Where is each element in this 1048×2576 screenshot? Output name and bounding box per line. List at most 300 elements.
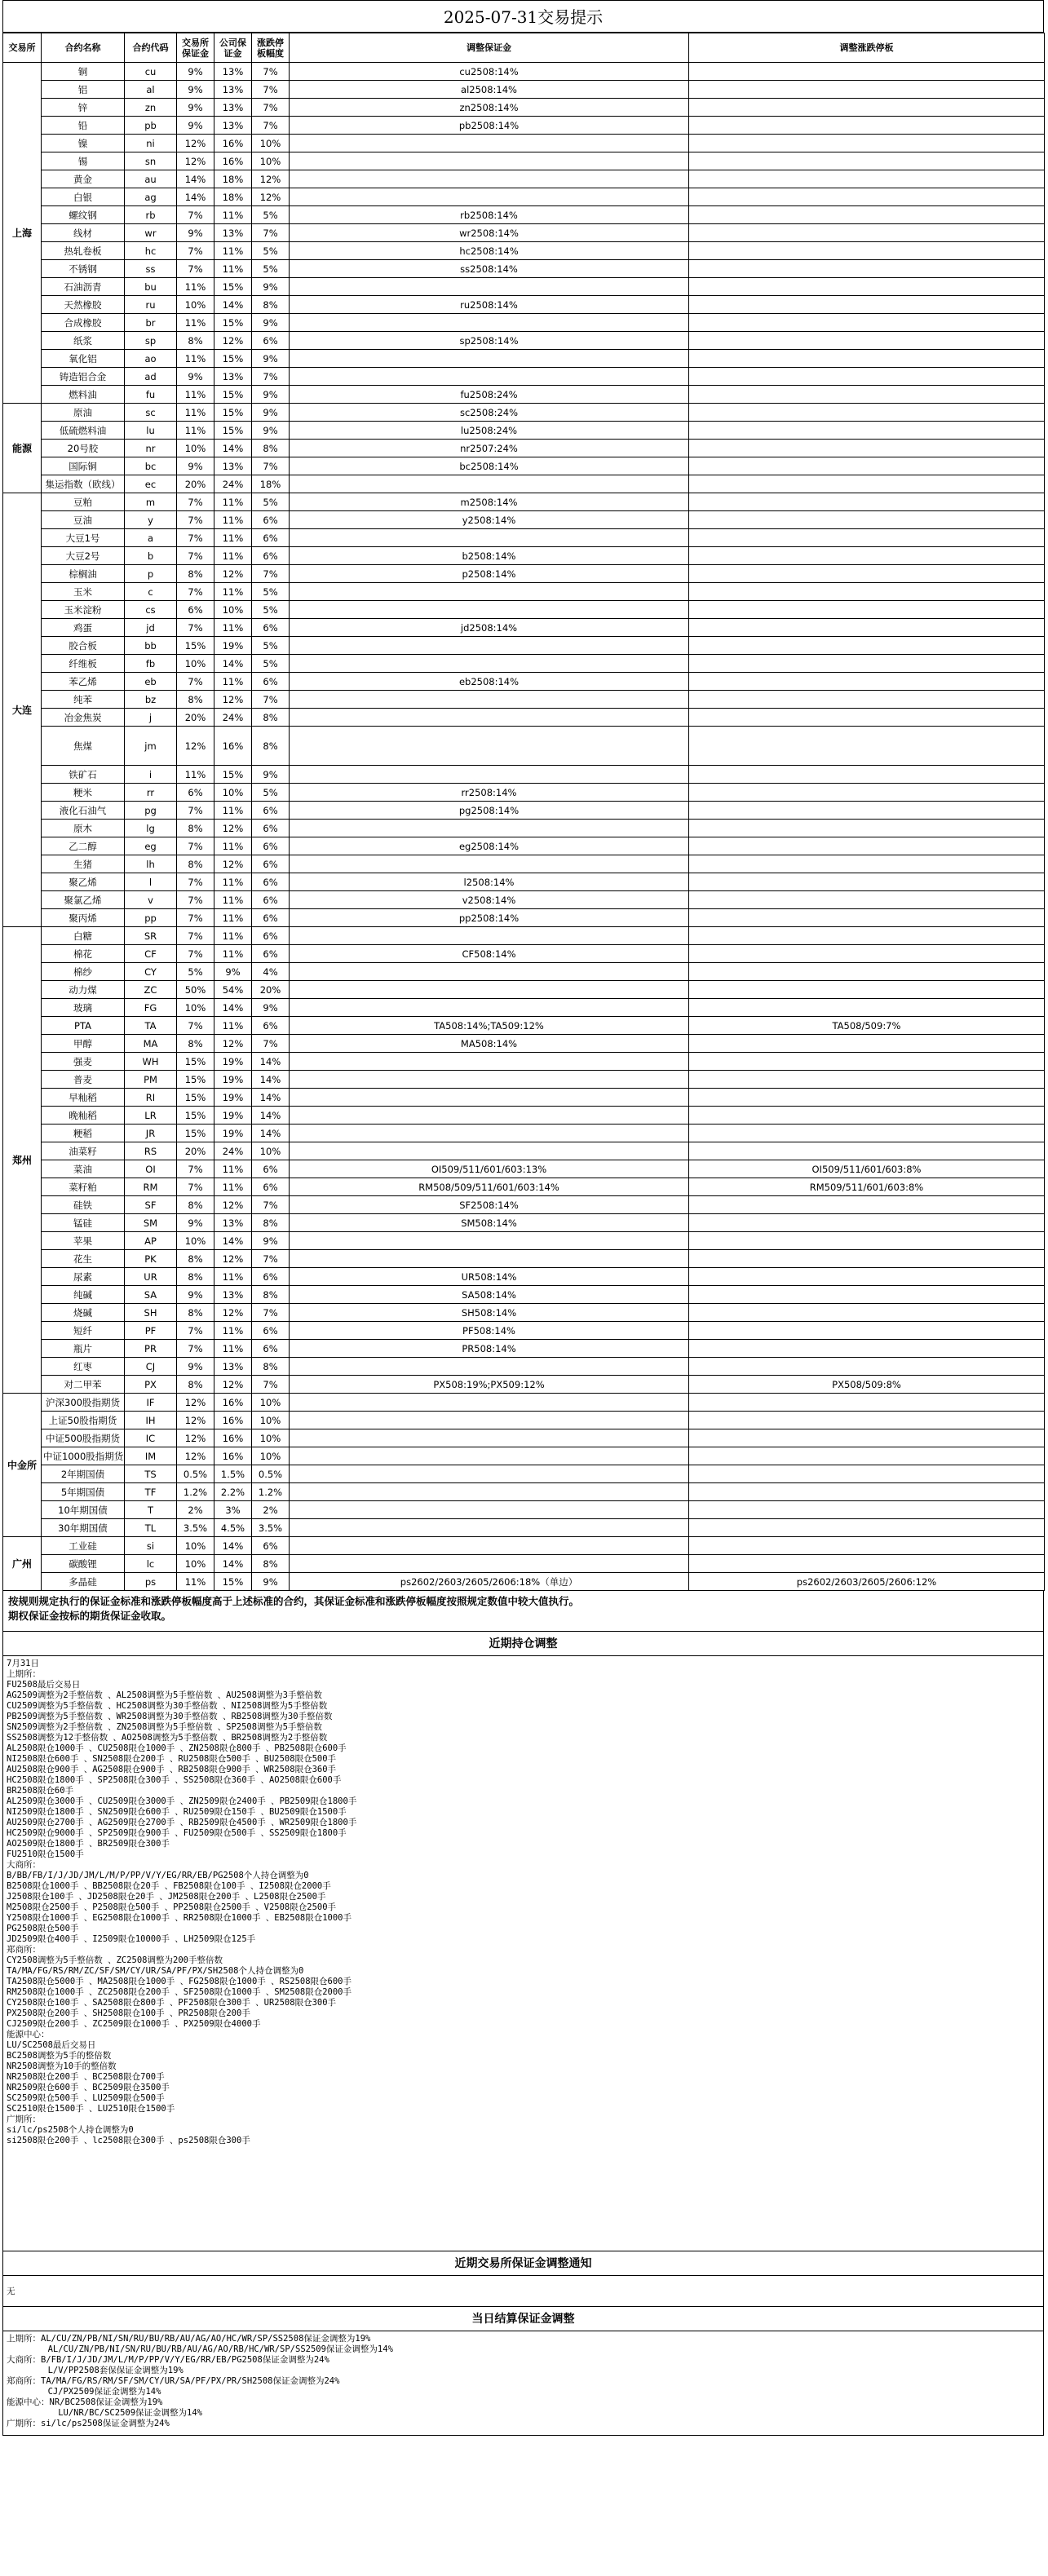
table-row	[3, 583, 1045, 601]
contract-code-cell: ru	[125, 296, 177, 314]
adjust-margin-cell: ss2508:14%	[290, 260, 689, 278]
exchange-margin-cell: 7%	[177, 619, 214, 637]
exchange-margin-cell: 7%	[177, 242, 214, 260]
limit-cell: 10%	[252, 152, 290, 170]
contract-code-cell: ps	[125, 1573, 177, 1591]
adjust-limit-cell	[689, 999, 1045, 1017]
exchange-margin-cell: 20%	[177, 709, 214, 727]
adjust-limit-cell	[689, 242, 1045, 260]
adjust-limit-cell	[689, 188, 1045, 206]
limit-cell: 5%	[252, 655, 290, 673]
adjust-limit-cell	[689, 1250, 1045, 1268]
company-margin-cell: 19%	[214, 1089, 252, 1107]
contract-code-cell: JR	[125, 1125, 177, 1142]
contract-name-cell: 花生	[42, 1250, 125, 1268]
adjust-margin-cell	[290, 766, 689, 784]
exchange-margin-cell: 20%	[177, 1142, 214, 1160]
exchange-margin-cell: 7%	[177, 1322, 214, 1340]
limit-cell: 14%	[252, 1089, 290, 1107]
exchange-cell: 大连	[3, 493, 42, 927]
exchange-margin-cell: 12%	[177, 727, 214, 766]
exchange-margin-cell: 11%	[177, 1573, 214, 1591]
table-row	[3, 1107, 1045, 1125]
adjust-limit-cell	[689, 1394, 1045, 1412]
adjust-margin-cell: ps2602/2603/2605/2606:18%（单边）	[290, 1573, 689, 1591]
adjust-limit-cell	[689, 386, 1045, 404]
table-row	[3, 1465, 1045, 1483]
exchange-cell: 中金所	[3, 1394, 42, 1537]
table-row	[3, 981, 1045, 999]
table-row	[3, 188, 1045, 206]
contract-code-cell: fb	[125, 655, 177, 673]
contract-code-cell: rb	[125, 206, 177, 224]
adjust-limit-cell	[689, 727, 1045, 766]
contract-name-cell: 胶合板	[42, 637, 125, 655]
table-row	[3, 242, 1045, 260]
adjust-limit-cell	[689, 170, 1045, 188]
table-row	[3, 440, 1045, 457]
contract-name-cell: 锰硅	[42, 1214, 125, 1232]
adjust-margin-cell	[290, 855, 689, 873]
exchange-margin-cell: 8%	[177, 855, 214, 873]
exchange-margin-cell: 9%	[177, 457, 214, 475]
limit-cell: 5%	[252, 206, 290, 224]
table-row	[3, 368, 1045, 386]
exchange-margin-cell: 15%	[177, 1125, 214, 1142]
adjust-limit-cell	[689, 820, 1045, 837]
limit-cell: 7%	[252, 117, 290, 135]
contract-code-cell: cs	[125, 601, 177, 619]
contract-code-cell: m	[125, 493, 177, 511]
table-row	[3, 945, 1045, 963]
table-row	[3, 637, 1045, 655]
table-row	[3, 511, 1045, 529]
exchange-margin-cell: 11%	[177, 404, 214, 422]
contract-name-cell: 苯乙烯	[42, 673, 125, 691]
limit-cell: 7%	[252, 691, 290, 709]
limit-cell: 7%	[252, 99, 290, 117]
table-row	[3, 1053, 1045, 1071]
adjust-margin-cell	[290, 152, 689, 170]
exchange-margin-cell: 10%	[177, 440, 214, 457]
adjust-limit-cell	[689, 855, 1045, 873]
contract-code-cell: rr	[125, 784, 177, 802]
contract-code-cell: lh	[125, 855, 177, 873]
company-margin-cell: 13%	[214, 117, 252, 135]
exchange-margin-cell: 9%	[177, 1286, 214, 1304]
table-row	[3, 1035, 1045, 1053]
exchange-margin-cell: 50%	[177, 981, 214, 999]
company-margin-cell: 11%	[214, 802, 252, 820]
company-margin-cell: 12%	[214, 1196, 252, 1214]
contract-code-cell: al	[125, 81, 177, 99]
header-cell: 涨跌停板幅度	[252, 33, 290, 63]
table-row	[3, 619, 1045, 637]
adjust-margin-cell	[290, 1429, 689, 1447]
adjust-limit-cell	[689, 1412, 1045, 1429]
limit-cell: 7%	[252, 565, 290, 583]
adjust-limit-cell	[689, 1304, 1045, 1322]
exchange-margin-cell: 15%	[177, 1107, 214, 1125]
exchange-margin-cell: 7%	[177, 909, 214, 927]
contract-code-cell: ec	[125, 475, 177, 493]
company-margin-cell: 12%	[214, 855, 252, 873]
contract-code-cell: br	[125, 314, 177, 332]
table-row	[3, 1555, 1045, 1573]
adjust-margin-cell: m2508:14%	[290, 493, 689, 511]
contract-name-cell: 铝	[42, 81, 125, 99]
company-margin-cell: 11%	[214, 547, 252, 565]
company-margin-cell: 18%	[214, 188, 252, 206]
contract-name-cell: 动力煤	[42, 981, 125, 999]
adjust-margin-cell: sp2508:14%	[290, 332, 689, 350]
exchange-margin-cell: 7%	[177, 1160, 214, 1178]
adjust-margin-cell: SA508:14%	[290, 1286, 689, 1304]
exchange-margin-cell: 9%	[177, 63, 214, 81]
limit-cell: 6%	[252, 619, 290, 637]
adjust-limit-cell	[689, 81, 1045, 99]
limit-cell: 8%	[252, 1555, 290, 1573]
table-row	[3, 1196, 1045, 1214]
exchange-margin-cell: 7%	[177, 583, 214, 601]
contract-name-cell: 纤维板	[42, 655, 125, 673]
company-margin-cell: 12%	[214, 1304, 252, 1322]
contract-code-cell: fu	[125, 386, 177, 404]
table-row	[3, 1483, 1045, 1501]
exchange-margin-cell: 11%	[177, 386, 214, 404]
company-margin-cell: 1.5%	[214, 1465, 252, 1483]
contract-name-cell: 上证50股指期货	[42, 1412, 125, 1429]
adjust-limit-cell	[689, 117, 1045, 135]
exchange-margin-cell: 7%	[177, 493, 214, 511]
contract-name-cell: 菜油	[42, 1160, 125, 1178]
exchange-margin-cell: 8%	[177, 1304, 214, 1322]
limit-cell: 6%	[252, 1340, 290, 1358]
adjust-margin-cell	[290, 350, 689, 368]
adjust-margin-cell	[290, 475, 689, 493]
limit-cell: 9%	[252, 422, 290, 440]
limit-cell: 7%	[252, 224, 290, 242]
limit-cell: 10%	[252, 135, 290, 152]
exchange-margin-cell: 12%	[177, 1394, 214, 1412]
contract-name-cell: 豆油	[42, 511, 125, 529]
contract-name-cell: 燃料油	[42, 386, 125, 404]
contract-code-cell: sp	[125, 332, 177, 350]
adjust-margin-cell: wr2508:14%	[290, 224, 689, 242]
company-margin-cell: 13%	[214, 63, 252, 81]
adjust-limit-cell	[689, 99, 1045, 117]
exchange-margin-cell: 9%	[177, 117, 214, 135]
contract-code-cell: WH	[125, 1053, 177, 1071]
margin-notice-title: 近期交易所保证金调整通知	[2, 2251, 1044, 2276]
margin-table	[2, 33, 1045, 1591]
table-row	[3, 1214, 1045, 1232]
contract-name-cell: 晚籼稻	[42, 1107, 125, 1125]
adjust-limit-cell	[689, 802, 1045, 820]
contract-code-cell: pp	[125, 909, 177, 927]
adjust-limit-cell	[689, 475, 1045, 493]
table-row	[3, 296, 1045, 314]
adjust-margin-cell: PF508:14%	[290, 1322, 689, 1340]
adjust-limit-cell	[689, 565, 1045, 583]
table-row	[3, 855, 1045, 873]
adjust-margin-cell	[290, 1537, 689, 1555]
contract-name-cell: 工业硅	[42, 1537, 125, 1555]
table-row	[3, 655, 1045, 673]
contract-code-cell: CY	[125, 963, 177, 981]
table-row	[3, 766, 1045, 784]
contract-code-cell: CJ	[125, 1358, 177, 1376]
header-cell: 公司保证金	[214, 33, 252, 63]
company-margin-cell: 2.2%	[214, 1483, 252, 1501]
limit-cell: 7%	[252, 81, 290, 99]
adjust-margin-cell	[290, 637, 689, 655]
company-margin-cell: 14%	[214, 655, 252, 673]
table-row	[3, 81, 1045, 99]
adjust-limit-cell	[689, 1142, 1045, 1160]
company-margin-cell: 11%	[214, 873, 252, 891]
table-row	[3, 673, 1045, 691]
exchange-margin-cell: 9%	[177, 224, 214, 242]
contract-name-cell: 聚乙烯	[42, 873, 125, 891]
limit-cell: 8%	[252, 440, 290, 457]
company-margin-cell: 11%	[214, 1017, 252, 1035]
adjust-margin-cell: zn2508:14%	[290, 99, 689, 117]
contract-code-cell: T	[125, 1501, 177, 1519]
adjust-limit-cell	[689, 1107, 1045, 1125]
adjust-limit-cell	[689, 837, 1045, 855]
contract-name-cell: 30年期国债	[42, 1519, 125, 1537]
company-margin-cell: 18%	[214, 170, 252, 188]
exchange-margin-cell: 14%	[177, 188, 214, 206]
company-margin-cell: 15%	[214, 1573, 252, 1591]
table-row	[3, 1573, 1045, 1591]
contract-name-cell: 乙二醇	[42, 837, 125, 855]
adjust-limit-cell: PX508/509:8%	[689, 1376, 1045, 1394]
contract-name-cell: 黄金	[42, 170, 125, 188]
adjust-limit-cell	[689, 206, 1045, 224]
table-row	[3, 206, 1045, 224]
adjust-limit-cell	[689, 1465, 1045, 1483]
table-row	[3, 1429, 1045, 1447]
adjust-margin-cell: SH508:14%	[290, 1304, 689, 1322]
table-row	[3, 1412, 1045, 1429]
company-margin-cell: 19%	[214, 1107, 252, 1125]
table-row	[3, 963, 1045, 981]
company-margin-cell: 11%	[214, 837, 252, 855]
company-margin-cell: 16%	[214, 1447, 252, 1465]
limit-cell: 5%	[252, 601, 290, 619]
adjust-margin-cell: rr2508:14%	[290, 784, 689, 802]
limit-cell: 8%	[252, 709, 290, 727]
adjust-margin-cell: SM508:14%	[290, 1214, 689, 1232]
adjust-margin-cell	[290, 1555, 689, 1573]
adjust-margin-cell	[290, 1125, 689, 1142]
adjust-margin-cell: pb2508:14%	[290, 117, 689, 135]
exchange-cell: 广州	[3, 1537, 42, 1591]
exchange-margin-cell: 11%	[177, 314, 214, 332]
adjust-margin-cell	[290, 709, 689, 727]
adjust-margin-cell: jd2508:14%	[290, 619, 689, 637]
contract-code-cell: lc	[125, 1555, 177, 1573]
adjust-margin-cell	[290, 655, 689, 673]
contract-name-cell: 粳稻	[42, 1125, 125, 1142]
limit-cell: 7%	[252, 1376, 290, 1394]
adjust-limit-cell	[689, 1340, 1045, 1358]
adjust-limit-cell: OI509/511/601/603:8%	[689, 1160, 1045, 1178]
contract-name-cell: 国际铜	[42, 457, 125, 475]
limit-cell: 6%	[252, 909, 290, 927]
settlement-margin-title: 当日结算保证金调整	[2, 2307, 1044, 2331]
adjust-limit-cell	[689, 1501, 1045, 1519]
contract-name-cell: 多晶硅	[42, 1573, 125, 1591]
adjust-limit-cell	[689, 691, 1045, 709]
exchange-margin-cell: 10%	[177, 655, 214, 673]
contract-code-cell: wr	[125, 224, 177, 242]
limit-cell: 6%	[252, 511, 290, 529]
exchange-margin-cell: 8%	[177, 1250, 214, 1268]
adjust-margin-cell	[290, 1394, 689, 1412]
exchange-margin-cell: 12%	[177, 1447, 214, 1465]
exchange-margin-cell: 9%	[177, 1214, 214, 1232]
limit-cell: 6%	[252, 1268, 290, 1286]
company-margin-cell: 14%	[214, 999, 252, 1017]
contract-name-cell: 聚氯乙烯	[42, 891, 125, 909]
exchange-margin-cell: 1.2%	[177, 1483, 214, 1501]
contract-name-cell: 大豆1号	[42, 529, 125, 547]
table-row	[3, 820, 1045, 837]
table-row	[3, 1304, 1045, 1322]
adjust-margin-cell	[290, 1447, 689, 1465]
limit-cell: 12%	[252, 188, 290, 206]
contract-name-cell: 天然橡胶	[42, 296, 125, 314]
company-margin-cell: 15%	[214, 278, 252, 296]
limit-cell: 18%	[252, 475, 290, 493]
adjust-limit-cell: TA508/509:7%	[689, 1017, 1045, 1035]
adjust-margin-cell	[290, 135, 689, 152]
adjust-limit-cell	[689, 1483, 1045, 1501]
contract-name-cell: 锌	[42, 99, 125, 117]
adjust-margin-cell: p2508:14%	[290, 565, 689, 583]
company-margin-cell: 11%	[214, 1160, 252, 1178]
page-title: 2025-07-31交易提示	[2, 0, 1044, 33]
company-margin-cell: 12%	[214, 565, 252, 583]
contract-code-cell: PM	[125, 1071, 177, 1089]
contract-name-cell: 纸浆	[42, 332, 125, 350]
contract-name-cell: 鸡蛋	[42, 619, 125, 637]
limit-cell: 14%	[252, 1053, 290, 1071]
limit-cell: 7%	[252, 368, 290, 386]
adjust-limit-cell	[689, 152, 1045, 170]
limit-cell: 8%	[252, 1286, 290, 1304]
exchange-margin-cell: 10%	[177, 1555, 214, 1573]
company-margin-cell: 11%	[214, 1178, 252, 1196]
contract-name-cell: 20号胶	[42, 440, 125, 457]
company-margin-cell: 15%	[214, 422, 252, 440]
contract-name-cell: 大豆2号	[42, 547, 125, 565]
table-row	[3, 332, 1045, 350]
contract-name-cell: 螺纹钢	[42, 206, 125, 224]
adjust-margin-cell: RM508/509/511/601/603:14%	[290, 1178, 689, 1196]
exchange-margin-cell: 7%	[177, 511, 214, 529]
exchange-cell: 郑州	[3, 927, 42, 1394]
company-margin-cell: 12%	[214, 1035, 252, 1053]
limit-cell: 14%	[252, 1071, 290, 1089]
limit-cell: 0.5%	[252, 1465, 290, 1483]
contract-code-cell: UR	[125, 1268, 177, 1286]
adjust-margin-cell	[290, 1053, 689, 1071]
company-margin-cell: 54%	[214, 981, 252, 999]
table-row	[3, 1358, 1045, 1376]
contract-code-cell: SA	[125, 1286, 177, 1304]
adjust-margin-cell	[290, 601, 689, 619]
company-margin-cell: 11%	[214, 1268, 252, 1286]
table-row	[3, 802, 1045, 820]
limit-cell: 7%	[252, 63, 290, 81]
position-adjust-title: 近期持仓调整	[2, 1632, 1044, 1656]
contract-code-cell: sc	[125, 404, 177, 422]
adjust-limit-cell	[689, 368, 1045, 386]
contract-name-cell: 集运指数（欧线）	[42, 475, 125, 493]
exchange-margin-cell: 7%	[177, 891, 214, 909]
adjust-limit-cell	[689, 63, 1045, 81]
table-row	[3, 1125, 1045, 1142]
table-row	[3, 314, 1045, 332]
company-margin-cell: 13%	[214, 99, 252, 117]
company-margin-cell: 19%	[214, 1071, 252, 1089]
exchange-cell: 能源	[3, 404, 42, 493]
contract-code-cell: bu	[125, 278, 177, 296]
adjust-limit-cell	[689, 945, 1045, 963]
contract-code-cell: ao	[125, 350, 177, 368]
adjust-margin-cell	[290, 314, 689, 332]
rule-note	[2, 1591, 1044, 1632]
contract-name-cell: 铸造铝合金	[42, 368, 125, 386]
company-margin-cell: 10%	[214, 601, 252, 619]
adjust-limit-cell: RM509/511/601/603:8%	[689, 1178, 1045, 1196]
contract-name-cell: 原木	[42, 820, 125, 837]
contract-code-cell: zn	[125, 99, 177, 117]
limit-cell: 6%	[252, 1160, 290, 1178]
table-row	[3, 547, 1045, 565]
adjust-margin-cell: PX508:19%;PX509:12%	[290, 1376, 689, 1394]
adjust-limit-cell	[689, 350, 1045, 368]
adjust-margin-cell: v2508:14%	[290, 891, 689, 909]
table-row	[3, 784, 1045, 802]
table-row	[3, 837, 1045, 855]
contract-name-cell: 热轧卷板	[42, 242, 125, 260]
table-row	[3, 457, 1045, 475]
exchange-margin-cell: 9%	[177, 81, 214, 99]
exchange-margin-cell: 11%	[177, 278, 214, 296]
limit-cell: 6%	[252, 891, 290, 909]
exchange-margin-cell: 11%	[177, 766, 214, 784]
header-cell: 调整涨跌停板	[689, 33, 1045, 63]
contract-code-cell: PR	[125, 1340, 177, 1358]
company-margin-cell: 11%	[214, 673, 252, 691]
contract-name-cell: 玉米淀粉	[42, 601, 125, 619]
exchange-margin-cell: 10%	[177, 1537, 214, 1555]
contract-name-cell: 普麦	[42, 1071, 125, 1089]
contract-name-cell: 烧碱	[42, 1304, 125, 1322]
limit-cell: 6%	[252, 547, 290, 565]
company-margin-cell: 11%	[214, 511, 252, 529]
adjust-limit-cell	[689, 655, 1045, 673]
table-row	[3, 1268, 1045, 1286]
contract-code-cell: TA	[125, 1017, 177, 1035]
adjust-margin-cell	[290, 981, 689, 999]
header-cell: 交易所保证金	[177, 33, 214, 63]
